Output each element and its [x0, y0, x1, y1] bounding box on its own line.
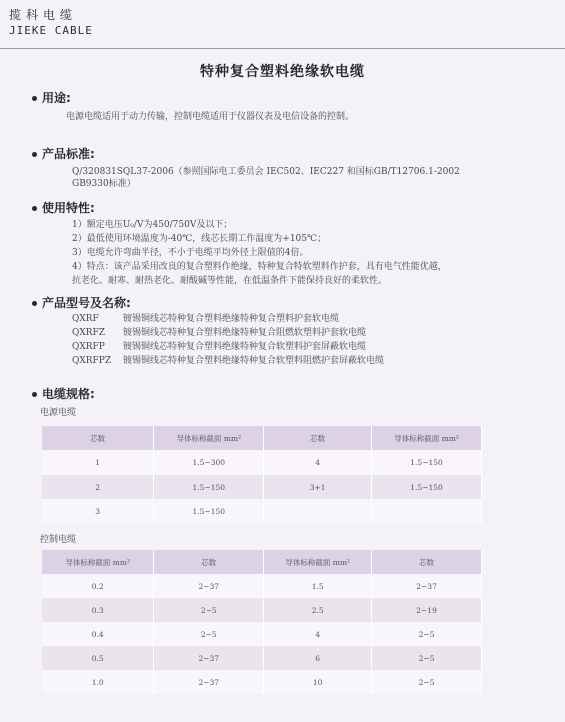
table-cell: 2~37	[154, 670, 264, 694]
table-row	[42, 499, 482, 523]
table-cell: 3+1	[264, 475, 372, 499]
power-cable-label: 电源电缆	[40, 408, 77, 418]
section-usage-heading	[32, 89, 71, 106]
brand-logo	[9, 6, 93, 37]
table-header-cell: 导体标称截面 mm²	[154, 426, 264, 450]
feature-line: 4）特点：该产品采用改良的复合塑料作绝缘，特种复合特软塑料作护套，具有电气性能优越，	[72, 262, 447, 272]
model-code: QXRFPZ	[72, 356, 112, 366]
table-cell: 1.5	[264, 574, 372, 598]
table-header-cell: 导体标称截面 mm²	[42, 550, 154, 574]
table-cell: 2.5	[264, 598, 372, 622]
model-code: QXRFP	[72, 342, 105, 352]
table-cell: 0.5	[42, 646, 154, 670]
table-cell: 1.5~150	[372, 450, 482, 475]
brand-name-en: JIEKE CABLE	[9, 24, 93, 37]
bullet-icon	[32, 301, 37, 306]
feature-line: 3）电缆允许弯曲半径，不小于电缆平均外径上限值的4倍。	[72, 248, 309, 258]
feature-line: 1）额定电压U₀/V为450/750V及以下；	[72, 220, 233, 230]
table-cell: 2~37	[372, 574, 482, 598]
table-row	[42, 622, 482, 646]
section-models-heading	[32, 294, 131, 311]
table-cell: 1.5~150	[154, 499, 264, 523]
table-row	[42, 670, 482, 694]
section-spec-heading	[32, 385, 95, 402]
bullet-icon	[32, 96, 37, 101]
table-cell: 1.5~150	[154, 475, 264, 499]
table-cell: 2~37	[154, 646, 264, 670]
table-row	[42, 450, 482, 475]
table-header-cell: 芯数	[42, 426, 154, 450]
table-cell: 1.0	[42, 670, 154, 694]
section-models-label: 产品型号及名称:	[42, 296, 131, 310]
table-row	[42, 574, 482, 598]
power-cable-table	[42, 426, 482, 523]
table-cell: 4	[264, 450, 372, 475]
bullet-icon	[32, 206, 37, 211]
model-name: 镀锡铜线芯特种复合塑料绝缘特种复合阻燃软塑料护套软电缆	[123, 328, 367, 338]
control-cable-table	[42, 550, 482, 694]
section-features-heading	[32, 199, 95, 216]
section-standard-label: 产品标准:	[42, 147, 95, 161]
standard-line-1: Q/320831SQL37-2006（参照国际电工委员会 IEC502、IEC227 和国标GB/T12706.1-2002	[72, 167, 460, 177]
feature-line: 抗老化、耐寒、耐热老化、耐酸碱等性能，在低温条件下能保持良好的柔软性。	[72, 276, 388, 286]
table-header-cell: 导体标称截面 mm²	[264, 550, 372, 574]
table-cell: 0.3	[42, 598, 154, 622]
table-cell: 1.5~300	[154, 450, 264, 475]
table-cell: 2~19	[372, 598, 482, 622]
table-header-row	[42, 426, 482, 450]
table-cell	[264, 499, 372, 523]
table-cell: 1	[42, 450, 154, 475]
model-code: QXRF	[72, 314, 99, 324]
model-name: 镀锡铜线芯特种复合塑料绝缘特种复合软塑料阻燃护套屏蔽软电缆	[123, 356, 385, 366]
table-cell: 2~5	[372, 646, 482, 670]
table-cell: 2~5	[372, 622, 482, 646]
table-header-cell: 芯数	[264, 426, 372, 450]
header-divider	[0, 48, 565, 49]
table-cell: 10	[264, 670, 372, 694]
table-cell: 2~5	[372, 670, 482, 694]
page-title: 特种复合塑料绝缘软电缆	[200, 64, 365, 80]
table-cell: 3	[42, 499, 154, 523]
section-spec-label: 电缆规格:	[42, 387, 95, 401]
feature-line: 2）最低使用环境温度为-40℃，线芯长期工作温度为+105℃；	[72, 234, 327, 244]
table-header-cell: 芯数	[372, 550, 482, 574]
table-cell: 2~5	[154, 598, 264, 622]
table-row	[42, 598, 482, 622]
standard-line-2: GB9330标准）	[72, 179, 136, 189]
section-features-label: 使用特性:	[42, 201, 95, 215]
table-row	[42, 646, 482, 670]
model-name: 镀锡铜线芯特种复合塑料绝缘特种复合软塑料护套屏蔽软电缆	[123, 342, 367, 352]
table-cell	[372, 499, 482, 523]
table-header-cell: 芯数	[154, 550, 264, 574]
table-row	[42, 475, 482, 499]
control-cable-label: 控制电缆	[40, 535, 77, 545]
table-cell: 2~37	[154, 574, 264, 598]
section-usage-label: 用途:	[42, 91, 71, 105]
table-cell: 2	[42, 475, 154, 499]
model-name: 镀锡铜线芯特种复合塑料绝缘特种复合塑料护套软电缆	[123, 314, 340, 324]
table-cell: 1.5~150	[372, 475, 482, 499]
bullet-icon	[32, 152, 37, 157]
table-cell: 4	[264, 622, 372, 646]
section-standard-heading	[32, 145, 95, 162]
bullet-icon	[32, 392, 37, 397]
table-cell: 0.4	[42, 622, 154, 646]
table-header-cell: 导体标称截面 mm²	[372, 426, 482, 450]
brand-name-cn: 揽科电缆	[9, 8, 78, 22]
table-cell: 6	[264, 646, 372, 670]
table-cell: 0.2	[42, 574, 154, 598]
table-cell: 2~5	[154, 622, 264, 646]
model-code: QXRFZ	[72, 328, 106, 338]
usage-text: 电源电缆适用于动力传输，控制电缆适用于仪器仪表及电信设备的控制。	[66, 112, 355, 122]
table-header-row	[42, 550, 482, 574]
